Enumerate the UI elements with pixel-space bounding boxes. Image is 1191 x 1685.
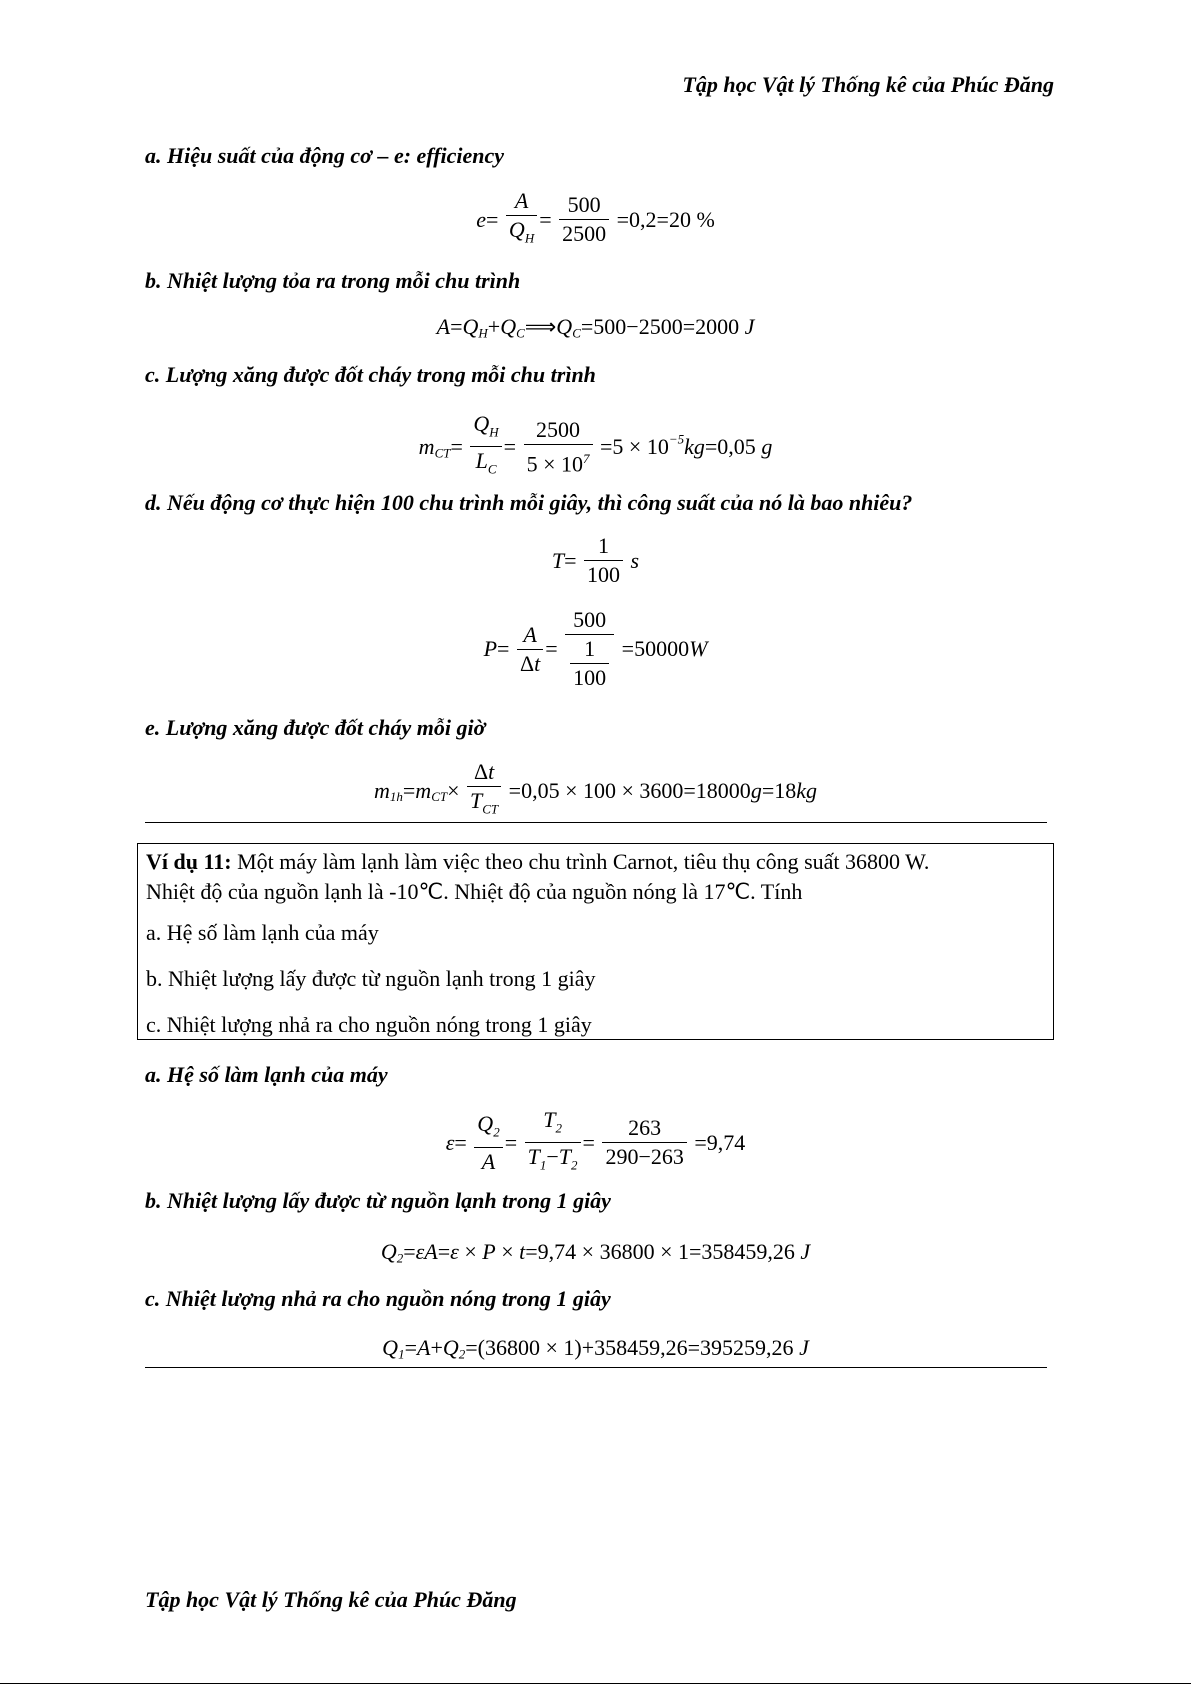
- example-box: [137, 843, 1054, 1040]
- answer-b: b. Nhiệt lượng lấy được từ nguồn lạnh trong 1 giây: [145, 1188, 611, 1213]
- question-a: a. Hiệu suất của động cơ – e: efficiency: [145, 143, 505, 168]
- divider: [145, 822, 1047, 823]
- equation-heat: $A=Q_H+Q_C⟹Q_C=500-2500=2000$ J: [436, 313, 755, 341]
- example-item-b: b. Nhiệt lượng lấy được từ nguồn lạnh trong 1 giây: [146, 966, 596, 991]
- page-footer: Tập học Vật lý Thống kê của Phúc Đăng: [145, 1587, 517, 1612]
- example-item-a: a. Hệ số làm lạnh của máy: [146, 920, 379, 945]
- question-b: b. Nhiệt lượng tỏa ra trong mỗi chu trình: [145, 268, 521, 293]
- equation-efficiency: e= $\frac{A}{Q_H}$ = $\frac{500}{2500}$ =0,2=20 %: [476, 188, 715, 247]
- equation-fuel-per-cycle: $m_{CT}=$ $\frac{Q_H}{L_C}$ = $\frac{2500}{5 \times 10^7}$ $=5 \times 10^{-5}kg=0,05$ g: [418, 411, 773, 477]
- question-c: c. Lượng xăng được đốt cháy trong mỗi chu trình: [145, 362, 596, 387]
- answer-c: c. Nhiệt lượng nhả ra cho nguồn nóng trong 1 giây: [145, 1286, 611, 1311]
- equation-q2: $Q_2=\varepsilon A=\varepsilon \times P \times t=9,74 \times 36800 \times 1=358459,26$ J: [380, 1238, 811, 1266]
- question-d: d. Nếu động cơ thực hiện 100 chu trình mỗi giây, thì công suất của nó là bao nhiêu?: [145, 490, 913, 515]
- divider-bottom: [145, 1367, 1047, 1368]
- example-item-c: c. Nhiệt lượng nhả ra cho nguồn nóng trong 1 giây: [146, 1012, 592, 1037]
- equation-power: P= $\frac{A}{\Delta t}$ = $\frac{500}{\frac{1}{100}}$ =50000W: [483, 607, 708, 690]
- equation-fuel-per-hour: $m_{1h}=m_{CT}\times$ $\frac{\Delta t}{T_{CT}}$ =0,05 × 100 × 3600=18000g=18kg: [373, 759, 817, 817]
- example-line-2: Nhiệt độ của nguồn lạnh là -10℃. Nhiệt độ của nguồn nóng là 17℃. Tính: [146, 879, 803, 904]
- question-e: e. Lượng xăng được đốt cháy mỗi giờ: [145, 715, 486, 740]
- page-bottom-line: [0, 1683, 1191, 1684]
- page-header: Tập học Vật lý Thống kê của Phúc Đăng: [682, 72, 1054, 97]
- answer-a: a. Hệ số làm lạnh của máy: [145, 1062, 388, 1087]
- equation-cop: ε= $\frac{Q_2}{A}$ = $\frac{T_2}{T_1-T_2}$ = $\frac{263}{290-263}$ =9,74: [445, 1107, 746, 1174]
- equation-q1: $Q_1=A+Q_2=(36800 \times 1)+358459,26=395259,26$ J: [382, 1334, 809, 1362]
- example-line-1: Ví dụ 11: Một máy làm lạnh làm việc theo chu trình Carnot, tiêu thụ công suất 36800 W.: [146, 849, 930, 874]
- equation-period: T= $\frac{1}{100}$ s: [551, 533, 640, 587]
